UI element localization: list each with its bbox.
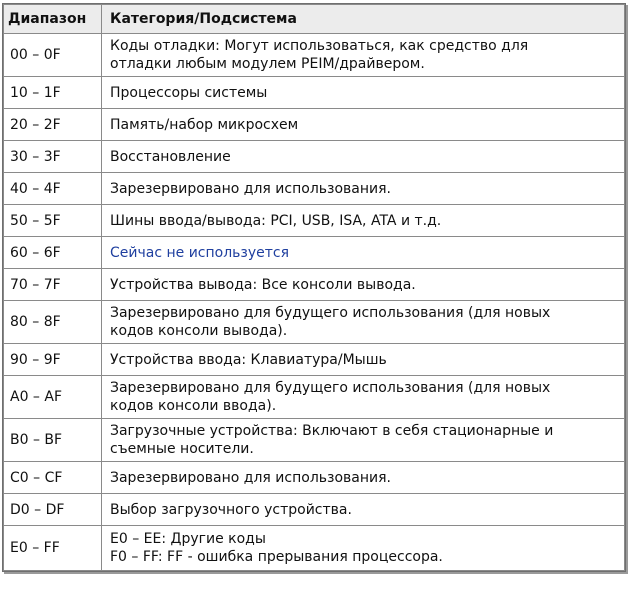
- category-cell: [102, 301, 625, 344]
- range-cell: 50 – 5F: [4, 205, 102, 237]
- category-cell: [102, 141, 625, 173]
- category-text-line: Зарезервировано для будущего использования (для новых: [110, 380, 551, 396]
- category-text-line: Зарезервировано для использования.: [110, 469, 391, 486]
- table-header-row: [4, 5, 625, 34]
- category-text-line: E0 – EE: Другие коды: [110, 531, 266, 547]
- category-text-line: отладки любым модулем PEIM/драйвером.: [110, 56, 425, 72]
- range-cell: 60 – 6F: [4, 237, 102, 269]
- category-cell: [102, 237, 625, 269]
- table-row: [4, 34, 625, 77]
- range-cell: 90 – 9F: [4, 344, 102, 376]
- table-row: [4, 526, 625, 571]
- category-cell: [102, 494, 625, 526]
- range-cell: E0 – FF: [4, 526, 102, 571]
- range-cell: C0 – CF: [4, 462, 102, 494]
- category-text-line: кодов консоли ввода).: [110, 398, 277, 414]
- category-cell: [102, 205, 625, 237]
- range-cell: D0 – DF: [4, 494, 102, 526]
- category-cell: [102, 109, 625, 141]
- category-text-line: F0 – FF: FF - ошибка прерывания процессора.: [110, 549, 443, 565]
- category-cell: [102, 526, 625, 571]
- category-text-line: Зарезервировано для использования.: [110, 180, 391, 197]
- category-text-line: Коды отладки: Могут использоваться, как средство для: [110, 38, 529, 54]
- range-cell: A0 – AF: [4, 376, 102, 419]
- table-row: [4, 301, 625, 344]
- table-row: [4, 237, 625, 269]
- category-text-line: Процессоры системы: [110, 84, 268, 101]
- table-row: [4, 376, 625, 419]
- table-row: [4, 344, 625, 376]
- category-cell: [102, 419, 625, 462]
- category-text-line: съемные носители.: [110, 441, 254, 457]
- table-row: [4, 109, 625, 141]
- table-body: [4, 34, 625, 571]
- category-text-line: Память/набор микросхем: [110, 116, 299, 133]
- category-text-line: Восстановление: [110, 148, 231, 165]
- range-cell: B0 – BF: [4, 419, 102, 462]
- range-cell: 30 – 3F: [4, 141, 102, 173]
- category-text-line: кодов консоли вывода).: [110, 323, 288, 339]
- category-text-line: Выбор загрузочного устройства.: [110, 501, 352, 518]
- range-cell: 20 – 2F: [4, 109, 102, 141]
- category-cell: [102, 173, 625, 205]
- category-cell: [102, 77, 625, 109]
- table-row: [4, 494, 625, 526]
- category-text-line: Сейчас не используется: [110, 244, 290, 261]
- table-row: [4, 77, 625, 109]
- range-cell: 70 – 7F: [4, 269, 102, 301]
- category-cell: [102, 269, 625, 301]
- table-row: [4, 173, 625, 205]
- range-cell: 00 – 0F: [4, 34, 102, 77]
- range-cell: 40 – 4F: [4, 173, 102, 205]
- category-cell: [102, 34, 625, 77]
- table-row: [4, 462, 625, 494]
- table-row: [4, 269, 625, 301]
- range-cell: 80 – 8F: [4, 301, 102, 344]
- category-text-line: Устройства ввода: Клавиатура/Мышь: [110, 351, 387, 368]
- category-cell: [102, 344, 625, 376]
- table-row: [4, 205, 625, 237]
- post-code-table-container: [2, 3, 626, 572]
- table-row: [4, 141, 625, 173]
- table-row: [4, 419, 625, 462]
- header-range: Диапазон: [4, 5, 102, 34]
- category-cell: [102, 376, 625, 419]
- post-code-table: [3, 4, 625, 571]
- category-text-line: Зарезервировано для будущего использования (для новых: [110, 305, 551, 321]
- category-cell: [102, 462, 625, 494]
- category-text-line: Загрузочные устройства: Включают в себя стационарные и: [110, 423, 554, 439]
- range-cell: 10 – 1F: [4, 77, 102, 109]
- header-category: Категория/Подсистема: [102, 5, 625, 34]
- category-text-line: Устройства вывода: Все консоли вывода.: [110, 276, 416, 293]
- category-text-line: Шины ввода/вывода: PCI, USB, ISA, ATA и т.д.: [110, 212, 442, 229]
